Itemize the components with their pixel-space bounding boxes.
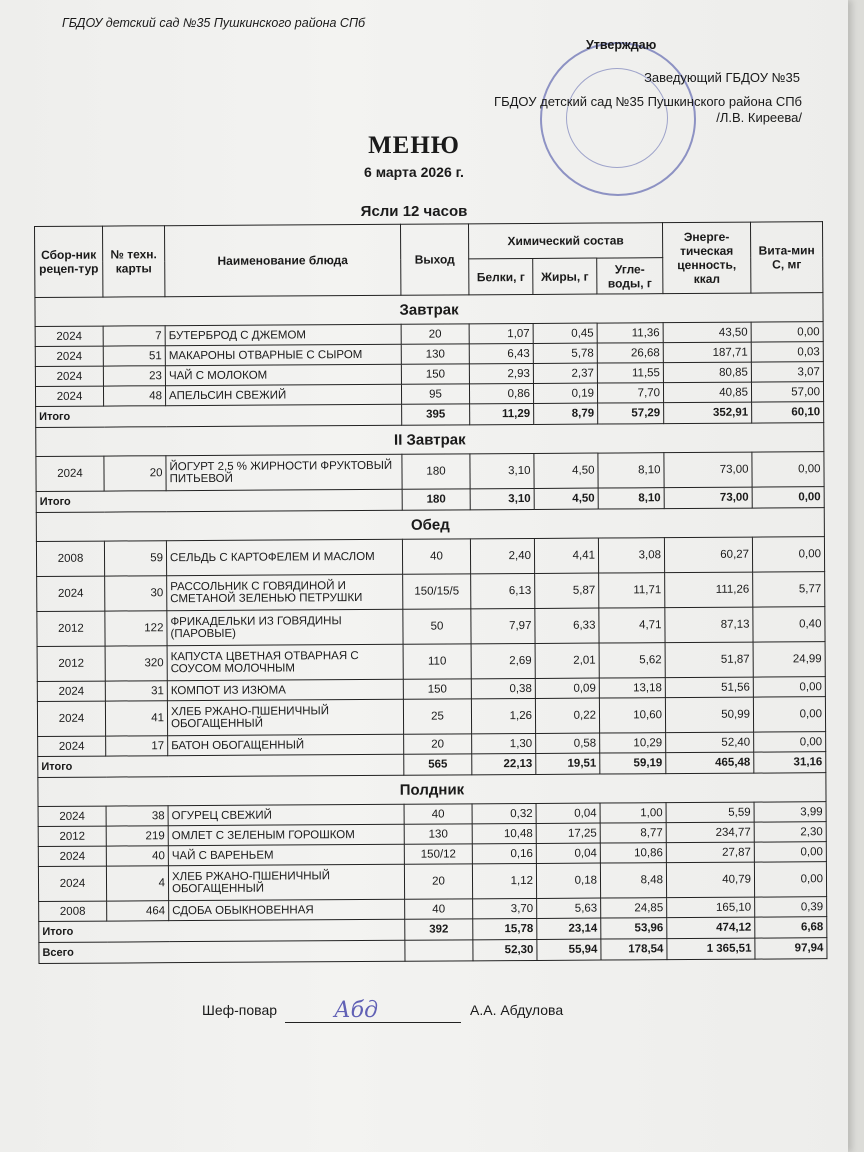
cell-p: 0,86 (469, 383, 533, 403)
cell-out: 50 (403, 609, 471, 644)
table-row (36, 452, 824, 492)
total-out: 392 (405, 919, 473, 940)
total-c: 57,29 (598, 403, 664, 424)
cell-v: 0,00 (754, 732, 826, 752)
cell-c: 11,71 (599, 573, 665, 608)
cell-card: 31 (105, 681, 167, 701)
cell-e: 60,27 (664, 537, 752, 573)
cell-v: 0,03 (751, 342, 823, 362)
cell-p: 10,48 (472, 823, 536, 843)
cell-dish: РАССОЛЬНИК С ГОВЯДИНОЙ И СМЕТАНОЙ ЗЕЛЕНЬЮ ПЕТРУШКИ (167, 574, 403, 610)
cell-f: 0,19 (533, 383, 597, 403)
cell-c: 24,85 (601, 898, 667, 918)
cell-c: 5,62 (599, 643, 665, 678)
cell-c: 10,86 (600, 843, 666, 863)
cell-book: 2008 (36, 541, 104, 576)
total-label: Итого (38, 754, 404, 777)
cell-book: 2024 (35, 386, 103, 406)
cell-v: 0,00 (751, 322, 823, 342)
cell-out: 130 (404, 824, 472, 844)
cell-e: 187,71 (663, 342, 751, 363)
approval-signatory: /Л.В. Киреева/ (716, 110, 802, 125)
total-f: 19,51 (536, 753, 600, 774)
total-c: 59,19 (600, 753, 666, 774)
cell-e: 73,00 (664, 452, 752, 488)
grand-total-out (405, 940, 473, 961)
cell-card: 30 (105, 576, 167, 611)
cell-p: 2,93 (469, 363, 533, 383)
cell-card: 23 (103, 366, 165, 386)
cell-e: 80,85 (663, 362, 751, 383)
total-v: 0,00 (752, 487, 824, 508)
cell-card: 38 (106, 806, 168, 826)
cell-card: 41 (105, 701, 167, 736)
total-f: 4,50 (534, 488, 598, 509)
chef-name: А.А. Абдулова (470, 1002, 564, 1018)
cell-out: 150/15/5 (403, 574, 471, 609)
cell-v: 0,00 (752, 452, 824, 487)
cell-f: 0,09 (535, 678, 599, 698)
cell-card: 219 (106, 826, 168, 846)
total-label: Итого (36, 489, 402, 512)
cell-out: 40 (405, 899, 473, 919)
cell-dish: ОГУРЕЦ СВЕЖИЙ (168, 804, 404, 825)
cell-book: 2012 (37, 646, 105, 681)
table-row (37, 697, 825, 737)
cell-card: 17 (106, 736, 168, 756)
total-p: 11,29 (470, 403, 534, 424)
cell-c: 8,10 (598, 453, 664, 488)
cell-c: 7,70 (597, 383, 663, 403)
total-v: 31,16 (754, 752, 826, 773)
cell-card: 40 (106, 846, 168, 866)
cell-dish: ХЛЕБ РЖАНО-ПШЕНИЧНЫЙ ОБОГАЩЕННЫЙ (167, 699, 403, 735)
header-row-1 (35, 222, 823, 262)
cell-v: 0,40 (753, 607, 825, 642)
cell-p: 3,10 (470, 453, 534, 488)
cell-p: 3,70 (473, 898, 537, 918)
cell-c: 8,77 (600, 823, 666, 843)
cell-card: 7 (103, 326, 165, 346)
grand-total-p: 52,30 (473, 939, 537, 960)
approval-institution: ГБДОУ детский сад №35 Пушкинского района СПб (494, 94, 802, 109)
cell-c: 1,00 (600, 803, 666, 823)
cell-dish: ЧАЙ С МОЛОКОМ (165, 364, 401, 385)
cell-card: 464 (107, 901, 169, 921)
col-header-fat: Жиры, г (533, 258, 597, 294)
cell-p: 1,12 (472, 863, 536, 898)
total-e: 73,00 (664, 487, 752, 509)
total-f: 23,14 (537, 918, 601, 939)
cell-e: 111,26 (665, 572, 753, 608)
section-title: II Завтрак (36, 423, 824, 457)
organization-name: ГБДОУ детский сад №35 Пушкинского района СПб (62, 16, 366, 30)
cell-out: 20 (401, 324, 469, 344)
cell-card: 320 (105, 646, 167, 681)
col-header-protein: Белки, г (469, 258, 533, 294)
col-header-carbs: Угле-воды, г (597, 258, 663, 294)
total-p: 3,10 (470, 488, 534, 509)
cell-book: 2024 (37, 701, 105, 736)
col-header-chemical: Химический состав (468, 223, 662, 259)
total-e: 465,48 (666, 752, 754, 774)
table-row (37, 607, 825, 647)
cell-f: 0,45 (533, 323, 597, 343)
cell-c: 4,71 (599, 608, 665, 643)
cell-v: 2,30 (754, 822, 826, 842)
cell-e: 40,85 (663, 382, 751, 403)
chef-role: Шеф-повар (202, 1002, 278, 1018)
col-header-tech-card: № техн. карты (103, 226, 165, 297)
cell-c: 13,18 (599, 678, 665, 698)
cell-book: 2012 (37, 611, 105, 646)
total-out: 395 (402, 404, 470, 425)
cell-out: 130 (401, 344, 469, 364)
cell-e: 27,87 (666, 842, 754, 863)
cell-f: 2,01 (535, 643, 599, 678)
total-c: 53,96 (601, 918, 667, 939)
signature-line (285, 1022, 461, 1023)
cell-v: 24,99 (753, 642, 825, 677)
grand-total-v: 97,94 (755, 938, 827, 959)
cell-book: 2024 (38, 736, 106, 756)
cell-book: 2024 (35, 326, 103, 346)
col-header-recipe-book: Сбор-ник рецеп-тур (35, 226, 103, 297)
cell-dish: КАПУСТА ЦВЕТНАЯ ОТВАРНАЯ С СОУСОМ МОЛОЧНЫМ (167, 644, 403, 680)
cell-p: 0,32 (472, 803, 536, 823)
cell-out: 20 (404, 864, 472, 899)
cell-e: 43,50 (663, 322, 751, 343)
total-out: 180 (402, 489, 470, 510)
cell-dish: СЕЛЬДЬ С КАРТОФЕЛЕМ И МАСЛОМ (166, 539, 402, 575)
cell-c: 10,29 (600, 733, 666, 753)
cell-e: 50,99 (665, 697, 753, 733)
cell-card: 51 (103, 346, 165, 366)
total-v: 60,10 (752, 402, 824, 423)
grand-total-label: Всего (39, 940, 405, 963)
approval-heading: Утверждаю (586, 38, 657, 52)
col-header-energy: Энерге-тическая ценность, ккал (663, 222, 751, 294)
cell-dish: ОМЛЕТ С ЗЕЛЕНЫМ ГОРОШКОМ (168, 824, 404, 845)
cell-book: 2024 (38, 806, 106, 826)
total-v: 6,68 (755, 917, 827, 938)
grand-total-f: 55,94 (537, 939, 601, 960)
cell-out: 150/12 (404, 844, 472, 864)
approval-position: Заведующий ГБДОУ №35 (644, 70, 800, 85)
cell-e: 5,59 (666, 802, 754, 823)
section-title: Полдник (38, 773, 826, 807)
section-title: Завтрак (35, 293, 823, 327)
table-row (38, 862, 826, 902)
total-e: 352,91 (664, 402, 752, 424)
cell-f: 0,04 (536, 803, 600, 823)
cell-book: 2024 (37, 681, 105, 701)
cell-out: 40 (404, 804, 472, 824)
cell-p: 1,26 (471, 698, 535, 733)
cell-p: 6,13 (471, 573, 535, 608)
cell-dish: БУТЕРБРОД С ДЖЕМОМ (165, 324, 401, 345)
cell-dish: КОМПОТ ИЗ ИЗЮМА (167, 679, 403, 700)
cell-book: 2024 (38, 866, 106, 901)
cell-f: 5,63 (537, 898, 601, 918)
cell-v: 3,07 (751, 362, 823, 382)
cell-book: 2024 (37, 576, 105, 611)
cell-book: 2024 (38, 846, 106, 866)
cell-v: 3,99 (754, 802, 826, 822)
cell-out: 25 (403, 699, 471, 734)
cell-e: 51,56 (665, 677, 753, 698)
age-group: Ясли 12 часов (360, 203, 468, 220)
cell-v: 0,00 (754, 862, 826, 897)
menu-date: 6 марта 2026 г. (364, 164, 464, 180)
cell-f: 2,37 (533, 363, 597, 383)
total-out: 565 (404, 754, 472, 775)
col-header-vitamin: Вита-мин С, мг (751, 222, 823, 293)
total-c: 8,10 (598, 488, 664, 509)
cell-out: 180 (402, 454, 470, 489)
cell-v: 5,77 (753, 572, 825, 607)
cell-f: 0,18 (536, 863, 600, 898)
cell-out: 20 (404, 734, 472, 754)
cell-f: 4,41 (534, 538, 598, 573)
grand-total-e: 1 365,51 (667, 938, 755, 960)
table-row (37, 572, 825, 612)
grand-total-c: 178,54 (601, 939, 667, 960)
cell-f: 0,58 (536, 733, 600, 753)
cell-out: 95 (401, 384, 469, 404)
table-row (36, 537, 824, 577)
total-f: 8,79 (534, 403, 598, 424)
cell-f: 5,87 (535, 573, 599, 608)
cell-f: 5,78 (533, 343, 597, 363)
table-row (37, 642, 825, 682)
cell-f: 17,25 (536, 823, 600, 843)
cell-v: 0,00 (754, 842, 826, 862)
cell-p: 0,38 (471, 678, 535, 698)
cell-book: 2024 (35, 366, 103, 386)
total-p: 15,78 (473, 918, 537, 939)
cell-p: 2,40 (470, 538, 534, 573)
cell-e: 51,87 (665, 642, 753, 678)
cell-book: 2012 (38, 826, 106, 846)
cell-f: 6,33 (535, 608, 599, 643)
grand-total-row (39, 938, 827, 964)
cell-e: 165,10 (667, 897, 755, 918)
cell-c: 8,48 (600, 863, 666, 898)
cell-f: 4,50 (534, 453, 598, 488)
cell-dish: МАКАРОНЫ ОТВАРНЫЕ С СЫРОМ (165, 344, 401, 365)
cell-card: 4 (106, 866, 168, 901)
cell-c: 10,60 (599, 698, 665, 733)
cell-f: 0,04 (536, 843, 600, 863)
cell-dish: ХЛЕБ РЖАНО-ПШЕНИЧНЫЙ ОБОГАЩЕННЫЙ (168, 864, 404, 900)
cell-c: 3,08 (598, 538, 664, 573)
cell-card: 122 (105, 611, 167, 646)
total-label: Итого (39, 919, 405, 942)
cell-p: 2,69 (471, 643, 535, 678)
section-title: Обед (36, 508, 824, 542)
cell-card: 48 (103, 386, 165, 406)
cell-out: 150 (403, 679, 471, 699)
cell-card: 59 (104, 541, 166, 576)
cell-out: 110 (403, 644, 471, 679)
cell-c: 26,68 (597, 343, 663, 363)
cell-book: 2024 (36, 456, 104, 491)
total-p: 22,13 (472, 753, 536, 774)
cell-e: 234,77 (666, 822, 754, 843)
total-label: Итого (36, 404, 402, 427)
cell-p: 0,16 (472, 843, 536, 863)
cell-p: 1,07 (469, 323, 533, 343)
cell-c: 11,36 (597, 323, 663, 343)
cell-out: 40 (402, 539, 470, 574)
cell-dish: ЧАЙ С ВАРЕНЬЕМ (168, 844, 404, 865)
col-header-dish: Наименование блюда (165, 224, 401, 296)
cell-book: 2008 (39, 901, 107, 921)
cell-c: 11,55 (597, 363, 663, 383)
cell-v: 0,00 (752, 537, 824, 572)
cell-p: 7,97 (471, 608, 535, 643)
menu-table-body (35, 293, 827, 964)
menu-table (34, 221, 828, 964)
cell-e: 52,40 (666, 732, 754, 753)
cell-dish: ФРИКАДЕЛЬКИ ИЗ ГОВЯДИНЫ (ПАРОВЫЕ) (167, 609, 403, 645)
total-e: 474,12 (667, 917, 755, 939)
cell-v: 0,39 (755, 897, 827, 917)
cell-e: 87,13 (665, 607, 753, 643)
cell-p: 6,43 (469, 343, 533, 363)
cell-v: 0,00 (753, 677, 825, 697)
cell-v: 57,00 (751, 382, 823, 402)
cell-dish: БАТОН ОБОГАЩЕННЫЙ (168, 734, 404, 755)
cell-v: 0,00 (753, 697, 825, 732)
cell-book: 2024 (35, 346, 103, 366)
col-header-output: Выход (400, 224, 468, 295)
cell-card: 20 (104, 456, 166, 491)
cell-out: 150 (401, 364, 469, 384)
cell-dish: ЙОГУРТ 2,5 % ЖИРНОСТИ ФРУКТОВЫЙ ПИТЬЕВОЙ (166, 454, 402, 490)
cell-f: 0,22 (535, 698, 599, 733)
page-title: МЕНЮ (368, 132, 460, 159)
cell-dish: АПЕЛЬСИН СВЕЖИЙ (165, 384, 401, 405)
cell-e: 40,79 (666, 862, 754, 898)
cell-dish: СДОБА ОБЫКНОВЕННАЯ (169, 899, 405, 920)
cell-p: 1,30 (472, 733, 536, 753)
chef-signature: Абд (334, 998, 379, 1023)
